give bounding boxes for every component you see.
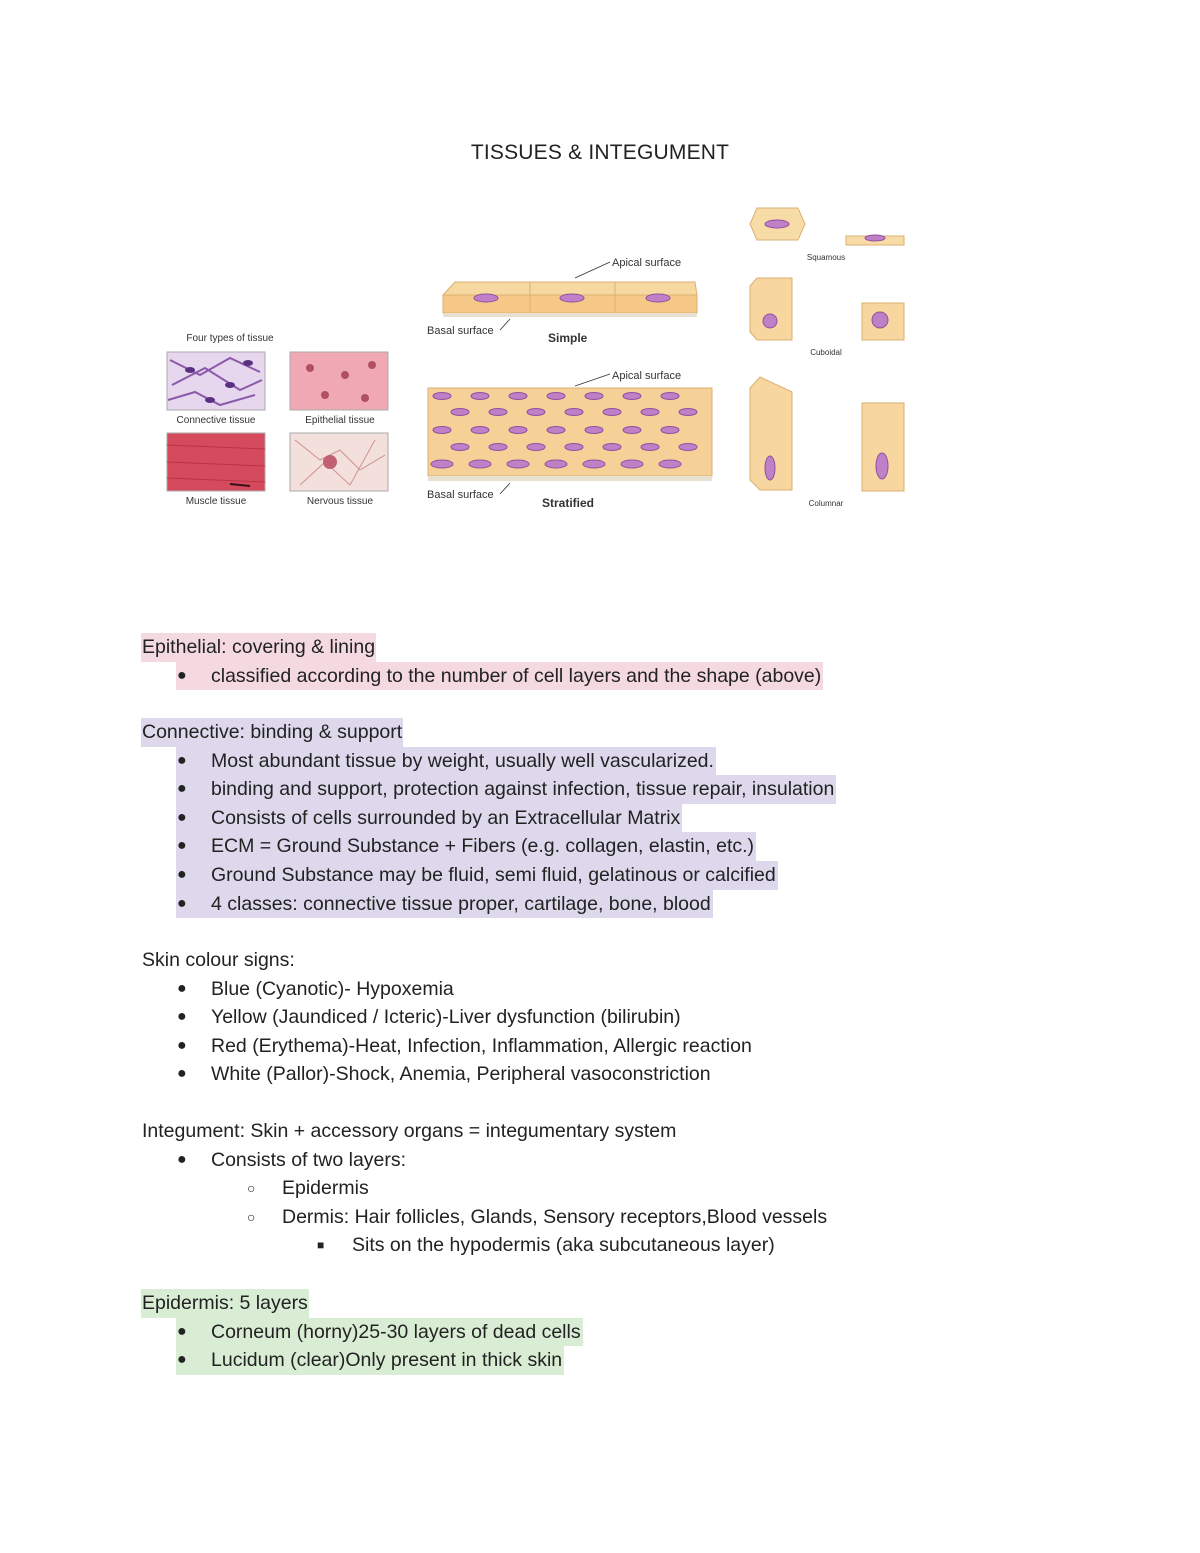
squamous-label: Squamous (806, 253, 846, 262)
nervous-tissue-label: Nervous tissue (306, 496, 374, 507)
cell-nucleus (603, 409, 621, 416)
cell-shapes-panel (750, 208, 904, 508)
bullet: ● (177, 1150, 187, 1168)
simple-epithelium-diagram (427, 257, 697, 345)
cell-nucleus (509, 427, 527, 434)
list-item-text: Red (Erythema)-Heat, Infection, Inflammation, Allergic reaction (211, 1034, 752, 1057)
stratified-epithelium-diagram (427, 370, 712, 510)
list-item (141, 747, 836, 776)
cell-nucleus (433, 427, 451, 434)
list-item (141, 775, 836, 804)
list-item-text: Consists of cells surrounded by an Extracellular Matrix (211, 806, 681, 829)
tissue-figure (160, 200, 920, 520)
list-item (141, 975, 752, 1004)
stratified-apical-label: Apical surface (612, 370, 682, 382)
muscle-tissue-image (167, 433, 265, 491)
list-item (141, 832, 836, 861)
cell-nucleus (585, 393, 603, 400)
list-item-text: 4 classes: connective tissue proper, cartilage, bone, blood (211, 892, 711, 915)
skin-colour-section (141, 946, 752, 1089)
bullet: ○ (247, 1180, 256, 1197)
muscle-tissue-label: Muscle tissue (185, 496, 247, 507)
cell-nucleus (451, 409, 469, 416)
cell-nucleus (585, 427, 603, 434)
list-item-text: Corneum (horny)25-30 layers of dead cells (211, 1320, 581, 1343)
simple-apical-label: Apical surface (612, 257, 682, 269)
cell-nucleus (469, 460, 491, 468)
bullet: ● (177, 780, 187, 798)
list-item: ○ Dermis: Hair follicles, Glands, Sensory receptors,Blood vessels (141, 1203, 827, 1232)
list-item (141, 1346, 583, 1375)
list-item-text: ECM = Ground Substance + Fibers (e.g. collagen, elastin, etc.) (211, 835, 755, 858)
cell-nucleus (583, 460, 605, 468)
page-title: TISSUES & INTEGUMENT (470, 141, 730, 164)
list-item-text: Lucidum (clear)Only present in thick skin (211, 1349, 563, 1372)
bullet: ○ (247, 1208, 256, 1225)
nervous-tissue-image (290, 433, 388, 491)
list-item: ○ Epidermis (141, 1174, 827, 1203)
cell-nucleus (641, 409, 659, 416)
stratified-basal-label: Basal surface (427, 489, 494, 501)
list-item-text: binding and support, protection against infection, tissue repair, insulation (211, 778, 835, 801)
columnar-label: Columnar (808, 499, 844, 508)
bullet: ● (177, 865, 187, 883)
cell-nucleus (603, 444, 621, 451)
integument-heading: Integument: Skin + accessory organs = integumentary system (142, 1120, 677, 1142)
bullet: ● (177, 1351, 187, 1369)
epidermis-section (141, 1289, 583, 1375)
cell-nucleus (507, 460, 529, 468)
list-item: ● Consists of two layers: (141, 1146, 827, 1175)
connective-tissue-image (167, 352, 265, 410)
list-item-text: Blue (Cyanotic)- Hypoxemia (211, 977, 454, 1000)
bullet: ● (177, 1322, 187, 1340)
connective-heading: Connective: binding & support (141, 718, 403, 747)
cell-nucleus (471, 393, 489, 400)
epithelial-tissue-image (290, 352, 388, 410)
list-item (141, 861, 836, 890)
cell-nucleus (679, 409, 697, 416)
epithelial-list (141, 662, 823, 691)
stratified-label: Stratified (542, 496, 595, 510)
cell-nucleus (565, 444, 583, 451)
integument-section (141, 1117, 827, 1260)
cell-nucleus (433, 393, 451, 400)
cuboidal-label: Cuboidal (810, 348, 842, 357)
list-item (141, 662, 823, 691)
bullet: ● (177, 751, 187, 769)
bullet: ● (177, 1036, 187, 1054)
bullet: ● (177, 1065, 187, 1083)
bullet: ● (177, 666, 187, 684)
cell-nucleus (565, 409, 583, 416)
list-item-text: Yellow (Jaundiced / Icteric)-Liver dysfunction (bilirubin) (211, 1006, 681, 1029)
cell-nucleus (623, 393, 641, 400)
cell-nucleus (661, 393, 679, 400)
cell-nucleus (661, 427, 679, 434)
cell-nucleus (451, 444, 469, 451)
skin-colour-heading: Skin colour signs: (142, 949, 295, 971)
cell-nucleus (659, 460, 681, 468)
list-item-text: classified according to the number of cell layers and the shape (above) (211, 664, 822, 687)
integument-list (141, 1146, 827, 1260)
list-item (141, 1060, 752, 1089)
epidermis-heading: Epidermis: 5 layers (141, 1289, 309, 1318)
list-item-text: White (Pallor)-Shock, Anemia, Peripheral vasoconstriction (211, 1063, 711, 1086)
four-tissue-types-panel (167, 333, 388, 507)
epithelial-section (141, 633, 823, 690)
list-item (141, 1032, 752, 1061)
list-item-text: Most abundant tissue by weight, usually well vascularized. (211, 749, 714, 772)
connective-tissue-label: Connective tissue (176, 415, 256, 426)
cell-nucleus (509, 393, 527, 400)
list-item (141, 1318, 583, 1347)
bullet: ● (177, 808, 187, 826)
cell-nucleus (679, 444, 697, 451)
cell-nucleus (623, 427, 641, 434)
cell-nucleus (547, 427, 565, 434)
skin-colour-list (141, 975, 752, 1089)
cell-nucleus (489, 444, 507, 451)
bullet: ● (177, 894, 187, 912)
cell-nucleus (545, 460, 567, 468)
bullet: ● (177, 1008, 187, 1026)
list-item: ■ Sits on the hypodermis (aka subcutaneous layer) (141, 1231, 827, 1260)
cell-nucleus (471, 427, 489, 434)
cell-nucleus (641, 444, 659, 451)
connective-section (141, 718, 836, 918)
list-item (141, 1003, 752, 1032)
epidermis-list (141, 1318, 583, 1375)
connective-list (141, 747, 836, 919)
cell-nucleus (431, 460, 453, 468)
bullet: ● (177, 979, 187, 997)
list-item-text: Ground Substance may be fluid, semi fluid, gelatinous or calcified (211, 863, 776, 886)
epithelial-tissue-label: Epithelial tissue (305, 415, 375, 426)
cell-nucleus (547, 393, 565, 400)
cell-nucleus (489, 409, 507, 416)
list-item (141, 804, 836, 833)
cell-nucleus (527, 444, 545, 451)
cell-nucleus (621, 460, 643, 468)
bullet: ● (177, 837, 187, 855)
simple-label: Simple (548, 331, 588, 345)
cell-nucleus (527, 409, 545, 416)
simple-basal-label: Basal surface (427, 325, 494, 337)
four-types-heading: Four types of tissue (186, 333, 274, 344)
list-item (141, 890, 836, 919)
epithelial-heading: Epithelial: covering & lining (141, 633, 376, 662)
bullet: ■ (317, 1238, 325, 1253)
